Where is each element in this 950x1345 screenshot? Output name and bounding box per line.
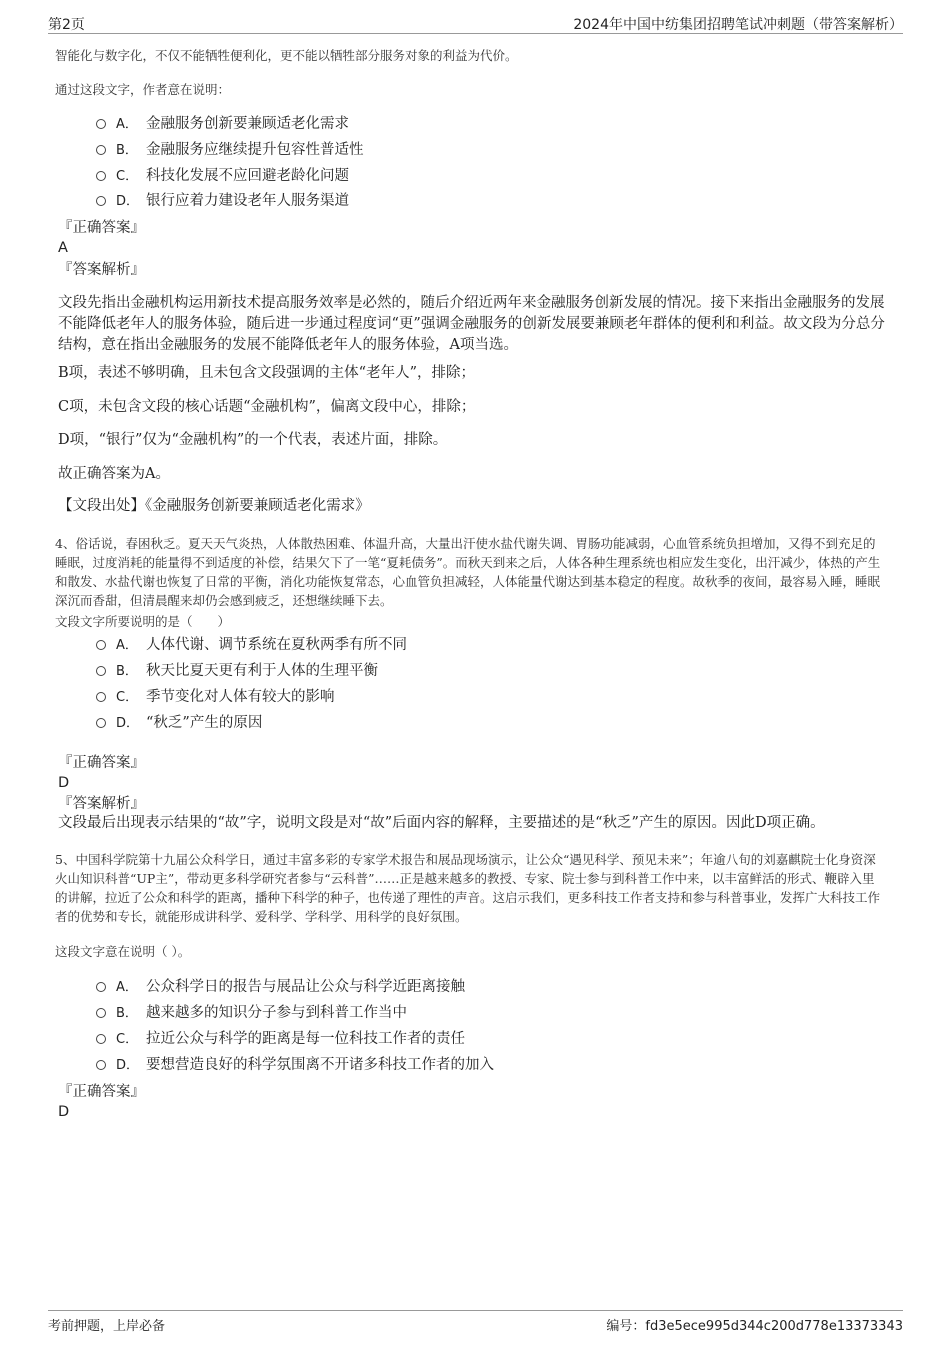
radio-icon[interactable] <box>96 718 106 728</box>
q4-option-d[interactable]: D． “秋乏”产生的原因 <box>96 713 262 734</box>
radio-icon[interactable] <box>96 171 106 181</box>
q3-analysis-b: B项，表述不够明确，且未包含文段强调的主体“老年人”，排除； <box>58 365 475 381</box>
page-header <box>48 14 903 34</box>
document-id: 编号：fd3e5ece995d344c200d778e13373343 <box>606 1319 903 1334</box>
q4-answer-label: 『正确答案』 <box>58 755 145 771</box>
q3-option-d[interactable]: D． 银行应着力建设老年人服务渠道 <box>96 191 349 212</box>
q5-answer: D <box>58 1104 70 1120</box>
q4-analysis: 文段最后出现表示结果的“故”字，说明文段是对“故”后面内容的解释，主要描述的是“秋乏”产生的原因。因此D项正确。 <box>58 815 825 831</box>
q4-analysis-label: 『答案解析』 <box>58 796 145 812</box>
page-number: 第2页 <box>48 17 85 33</box>
q5-option-d[interactable]: D． 要想营造良好的科学氛围离不开诸多科技工作者的加入 <box>96 1055 494 1076</box>
radio-icon[interactable] <box>96 666 106 676</box>
radio-icon[interactable] <box>96 640 106 650</box>
q3-source: 【文段出处】《金融服务创新要兼顾适老化需求》 <box>58 498 370 514</box>
radio-icon[interactable] <box>96 196 106 206</box>
q5-stem: 5、中国科学院第十九届公众科学日，通过丰富多彩的专家学术报告和展品现场演示，让公众“遇见科学、预见未来”；年逾八旬的刘嘉麒院士化身资深火山知识科普“UP主”，带动更多科学研究者参与“云科普”……正是越来越多的教授、专家、院士参与到科普工作中来，以丰富鲜活的形式、鞭辟入里的讲解，拉近了公众和科学的距离，播种下科学的种子，也传递了理性的声音。这启示我们，更多科技工作者支持和参与科普事业，发挥广大科技工作者的优势和专长，就能形成讲科学、爱科学、学科学、用科学的良好氛围。 <box>55 852 881 924</box>
radio-icon[interactable] <box>96 1034 106 1044</box>
q5-question: 这段文字意在说明（ ）。 <box>55 944 191 959</box>
q3-analysis-main: 文段先指出金融机构运用新技术提高服务效率是必然的，随后介绍近两年来金融服务创新发展的情况。接下来指出金融服务的发展不能降低老年人的服务体验，随后进一步通过程度词“更”强调金融服务的创新发展要兼顾老年群体的便利和利益。故文段为分总分结构，意在指出金融服务的发展不能降低老年人的服务体验，A项当选。 <box>58 295 885 353</box>
q3-question: 通过这段文字，作者意在说明： <box>55 82 231 97</box>
q3-analysis-conclusion: 故正确答案为A。 <box>58 466 170 482</box>
q3-answer-label: 『正确答案』 <box>58 220 145 236</box>
q4-stem: 4、俗话说，春困秋乏。夏天天气炎热，人体散热困难、体温升高，大量出汗使水盐代谢失调、胃肠功能减弱，心血管系统负担增加，又得不到充足的睡眠，过度消耗的能量得不到适度的补偿，结果欠下了一笔“夏耗债务”。而秋天到来之后，人体各种生理系统也相应发生变化，出汗减少，体热的产生和散发、水盐代谢也恢复了日常的平衡，消化功能恢复常态，心血管负担减轻，人体能量代谢达到基本稳定的程度。故秋季的夜间，最容易入睡，睡眠深沉而香甜，但清晨醒来却仍会感到疲乏，还想继续睡下去。 <box>55 536 881 608</box>
q3-analysis-c: C项，未包含文段的核心话题“金融机构”，偏离文段中心，排除； <box>58 399 476 415</box>
page-footer <box>48 1310 903 1334</box>
q5-answer-label: 『正确答案』 <box>58 1084 145 1100</box>
q5-option-c[interactable]: C． 拉近公众与科学的距离是每一位科技工作者的责任 <box>96 1029 465 1050</box>
q4-option-b[interactable]: B． 秋天比夏天更有利于人体的生理平衡 <box>96 661 378 682</box>
q5-option-b[interactable]: B． 越来越多的知识分子参与到科普工作当中 <box>96 1003 407 1024</box>
q3-option-a[interactable]: A． 金融服务创新要兼顾适老化需求 <box>96 114 349 135</box>
radio-icon[interactable] <box>96 982 106 992</box>
q3-option-c[interactable]: C． 科技化发展不应回避老龄化问题 <box>96 166 349 187</box>
radio-icon[interactable] <box>96 119 106 129</box>
radio-icon[interactable] <box>96 1008 106 1018</box>
q3-stem-tail: 智能化与数字化，不仅不能牺牲便利化，更不能以牺牲部分服务对象的利益为代价。 <box>55 48 518 63</box>
q3-option-b[interactable]: B． 金融服务应继续提升包容性普适性 <box>96 140 364 161</box>
q4-question: 文段文字所要说明的是（ ） <box>55 614 231 629</box>
q4-option-a[interactable]: A． 人体代谢、调节系统在夏秋两季有所不同 <box>96 635 407 656</box>
radio-icon[interactable] <box>96 692 106 702</box>
radio-icon[interactable] <box>96 145 106 155</box>
q3-answer: A <box>58 240 68 256</box>
footer-slogan: 考前押题，上岸必备 <box>48 1319 166 1334</box>
q3-analysis-label: 『答案解析』 <box>58 262 145 278</box>
q3-analysis-d: D项，“银行”仅为“金融机构”的一个代表，表述片面，排除。 <box>58 432 448 448</box>
radio-icon[interactable] <box>96 1060 106 1070</box>
q5-option-a[interactable]: A． 公众科学日的报告与展品让公众与科学近距离接触 <box>96 977 465 998</box>
q4-option-c[interactable]: C． 季节变化对人体有较大的影响 <box>96 687 335 708</box>
q4-answer: D <box>58 775 70 791</box>
document-title: 2024年中国中纺集团招聘笔试冲刺题（带答案解析） <box>573 17 903 33</box>
